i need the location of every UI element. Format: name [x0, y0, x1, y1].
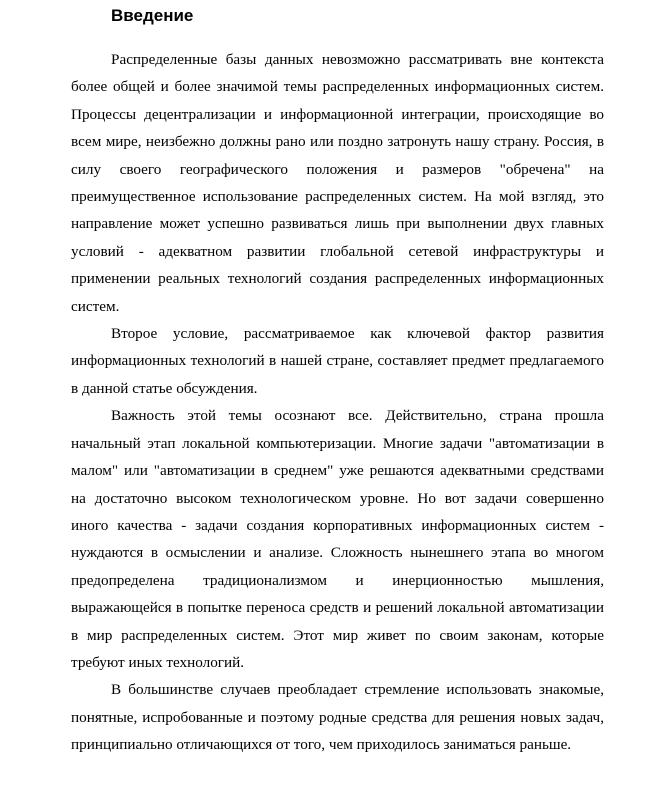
document-page — [71, 0, 604, 759]
paragraph-4: В большинстве случаев преобладает стремление использовать знакомые, понятные, испробованные и поэтому родные средства для решения новых задач, принципиально отличающихся от того, чем приходилось заниматься раньше. — [71, 681, 604, 754]
paragraph-3: Важность этой темы осознают все. Действительно, страна прошла начальный этап локальной компьютеризации. Многие задачи "автоматизации в малом" или "автоматизации в среднем" уже решаются адекватными средствами на достаточно высоком технологическом уровне. Но вот задачи совершенно иного качества - задачи создания корпоративных информационных систем - нуждаются в осмыслении и анализе. Сложность нынешнего этапа во многом предопределена традиционализмом и инерционностью мышления, выражающейся в попытке переноса средств и решений локальной автоматизации в мир распределенных систем. Этот мир живет по своим законам, которые требуют иных технологий. — [71, 407, 604, 671]
paragraph-2: Второе условие, рассматриваемое как ключевой фактор развития информационных технологий в нашей стране, составляет предмет предлагаемого в данной статье обсуждения. — [71, 325, 604, 397]
paragraph-1: Распределенные базы данных невозможно рассматривать вне контекста более общей и более значимой темы распределенных информационных систем. Процессы децентрализации и информационной интеграции, происходящие во всем мире, неизбежно должны рано или поздно затронуть нашу страну. Россия, в силу своего географического положения и размеров "обречена" на преимущественное использование распределенных систем. На мой взгляд, это направление может успешно развиваться лишь при выполнении двух главных условий - адекватном развитии глобальной сетевой инфраструктуры и применении реальных технологий создания распределенных информационных систем. — [71, 51, 604, 315]
document-heading: Введение — [111, 6, 194, 25]
